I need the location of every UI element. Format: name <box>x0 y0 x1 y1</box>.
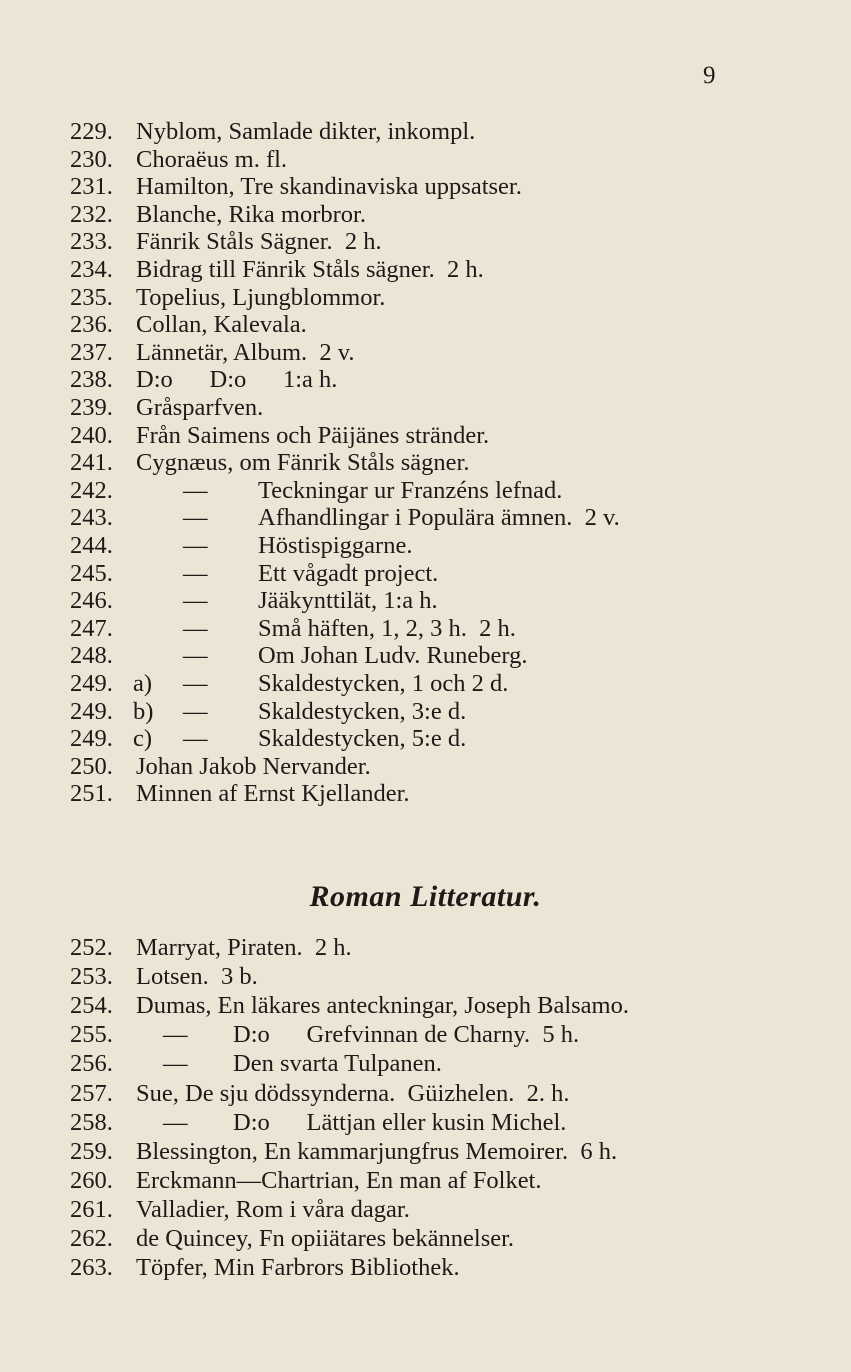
entry-number: 233. <box>70 228 113 256</box>
entry-number: 246. <box>70 587 113 615</box>
entry-title: D:o Lättjan eller kusin Michel. <box>233 1108 567 1136</box>
entry-number: 239. <box>70 394 113 421</box>
entry-title: Dumas, En läkares anteckningar, Joseph Balsamo. <box>136 992 629 1020</box>
entry-number: 240. <box>70 421 113 449</box>
entry-number: 243. <box>70 504 113 532</box>
entry-title: Skaldestycken, 3:e d. <box>258 697 467 725</box>
entry-title: Bidrag till Fänrik Ståls sägner. 2 h. <box>136 256 484 283</box>
entry-number: 245. <box>70 559 113 587</box>
entry-title: Valladier, Rom i våra dagar. <box>136 1195 410 1223</box>
entry-number: 256. <box>70 1050 113 1078</box>
entry-number: 249. <box>70 725 113 753</box>
entry-title: Sue, De sju dödssynderna. Güizhelen. 2. h. <box>136 1079 570 1107</box>
entry-title: Töpfer, Min Farbrors Bibliothek. <box>136 1254 460 1282</box>
entry-title: Nyblom, Samlade dikter, inkompl. <box>136 118 476 145</box>
ditto-dash: — <box>163 1021 188 1049</box>
entry-number: 252. <box>70 934 113 961</box>
entry-title: Collan, Kalevala. <box>136 311 307 339</box>
entry-title: Lotsen. 3 b. <box>136 963 258 991</box>
entry-title: de Quincey, Fn opiiätares bekännelser. <box>136 1225 515 1252</box>
entry-number: 236. <box>70 311 113 339</box>
entry-number: 250. <box>70 752 113 780</box>
entry-title: Om Johan Ludv. Runeberg. <box>258 642 528 670</box>
entry-title: D:o D:o 1:a h. <box>136 366 338 394</box>
entry-number: 231. <box>70 173 113 201</box>
ditto-dash: — <box>183 587 208 615</box>
entry-sub-marker: c) <box>133 725 153 753</box>
entry-number: 238. <box>70 366 113 394</box>
entry-number: 247. <box>70 614 113 642</box>
entry-number: 232. <box>70 200 113 228</box>
entry-title: Johan Jakob Nervander. <box>136 752 371 780</box>
entry-title: Marryat, Piraten. 2 h. <box>136 934 352 961</box>
entry-number: 237. <box>70 338 113 366</box>
section-heading: Roman Litteratur. <box>309 880 542 913</box>
entry-title: Gråsparfven. <box>136 394 264 421</box>
entry-title: Skaldestycken, 1 och 2 d. <box>258 670 509 697</box>
entry-sub-marker: a) <box>133 670 153 697</box>
entry-number: 249. <box>70 670 113 697</box>
page-number: 9 <box>703 62 716 89</box>
ditto-dash: — <box>183 504 208 532</box>
entry-number: 254. <box>70 992 113 1020</box>
ditto-dash: — <box>183 697 208 725</box>
entry-number: 242. <box>70 476 113 504</box>
ditto-dash: — <box>183 614 208 642</box>
entry-title: Skaldestycken, 5:e d. <box>258 725 467 753</box>
entry-title: Cygnæus, om Fänrik Ståls sägner. <box>136 449 470 477</box>
entry-number: 257. <box>70 1079 113 1107</box>
entry-title: Blessington, En kammarjungfrus Memoirer. 6 h. <box>136 1137 618 1165</box>
entry-title: Afhandlingar i Populära ämnen. 2 v. <box>258 504 620 532</box>
entry-title: Ett vågadt project. <box>258 559 439 587</box>
entry-number: 251. <box>70 780 113 808</box>
entry-title: Erckmann—Chartrian, En man af Folket. <box>136 1166 542 1194</box>
ditto-dash: — <box>183 532 208 559</box>
entry-number: 249. <box>70 697 113 725</box>
entry-title: Den svarta Tulpanen. <box>233 1050 442 1078</box>
entry-sub-marker: b) <box>133 697 154 725</box>
ditto-dash: — <box>183 476 208 504</box>
entry-number: 235. <box>70 283 113 311</box>
entry-number: 263. <box>70 1254 113 1282</box>
entry-title: Blanche, Rika morbror. <box>136 200 366 228</box>
ditto-dash: — <box>183 670 208 697</box>
ditto-dash: — <box>163 1108 188 1136</box>
entry-number: 261. <box>70 1195 113 1223</box>
entry-title: Topelius, Ljungblommor. <box>136 283 386 311</box>
entry-title: Jääkynttilät, 1:a h. <box>258 587 438 615</box>
entry-title: Lännetär, Album. 2 v. <box>136 338 355 366</box>
entry-number: 234. <box>70 256 113 283</box>
entry-number: 253. <box>70 963 113 991</box>
entry-number: 259. <box>70 1137 113 1165</box>
entry-number: 241. <box>70 449 113 477</box>
entry-number: 260. <box>70 1166 113 1194</box>
entry-title: Minnen af Ernst Kjellander. <box>136 780 410 808</box>
entry-number: 230. <box>70 145 113 173</box>
entry-number: 255. <box>70 1021 113 1049</box>
entry-number: 248. <box>70 642 113 670</box>
ditto-dash: — <box>183 559 208 587</box>
ditto-dash: — <box>163 1050 188 1078</box>
entry-title: Från Saimens och Päijänes stränder. <box>136 421 490 449</box>
entry-number: 262. <box>70 1225 113 1252</box>
ditto-dash: — <box>183 642 208 670</box>
entry-title: Choraëus m. fl. <box>136 145 288 173</box>
entry-number: 229. <box>70 118 113 145</box>
entry-title: Små häften, 1, 2, 3 h. 2 h. <box>258 614 516 642</box>
entry-title: Höstispiggarne. <box>258 532 413 559</box>
entry-title: Fänrik Ståls Sägner. 2 h. <box>136 228 382 256</box>
entry-number: 244. <box>70 532 113 559</box>
entry-number: 258. <box>70 1108 113 1136</box>
entry-title: Teckningar ur Franzéns lefnad. <box>258 476 563 504</box>
entry-title: D:o Grefvinnan de Charny. 5 h. <box>233 1021 580 1049</box>
entry-title: Hamilton, Tre skandinaviska uppsatser. <box>136 173 522 201</box>
ditto-dash: — <box>183 725 208 753</box>
